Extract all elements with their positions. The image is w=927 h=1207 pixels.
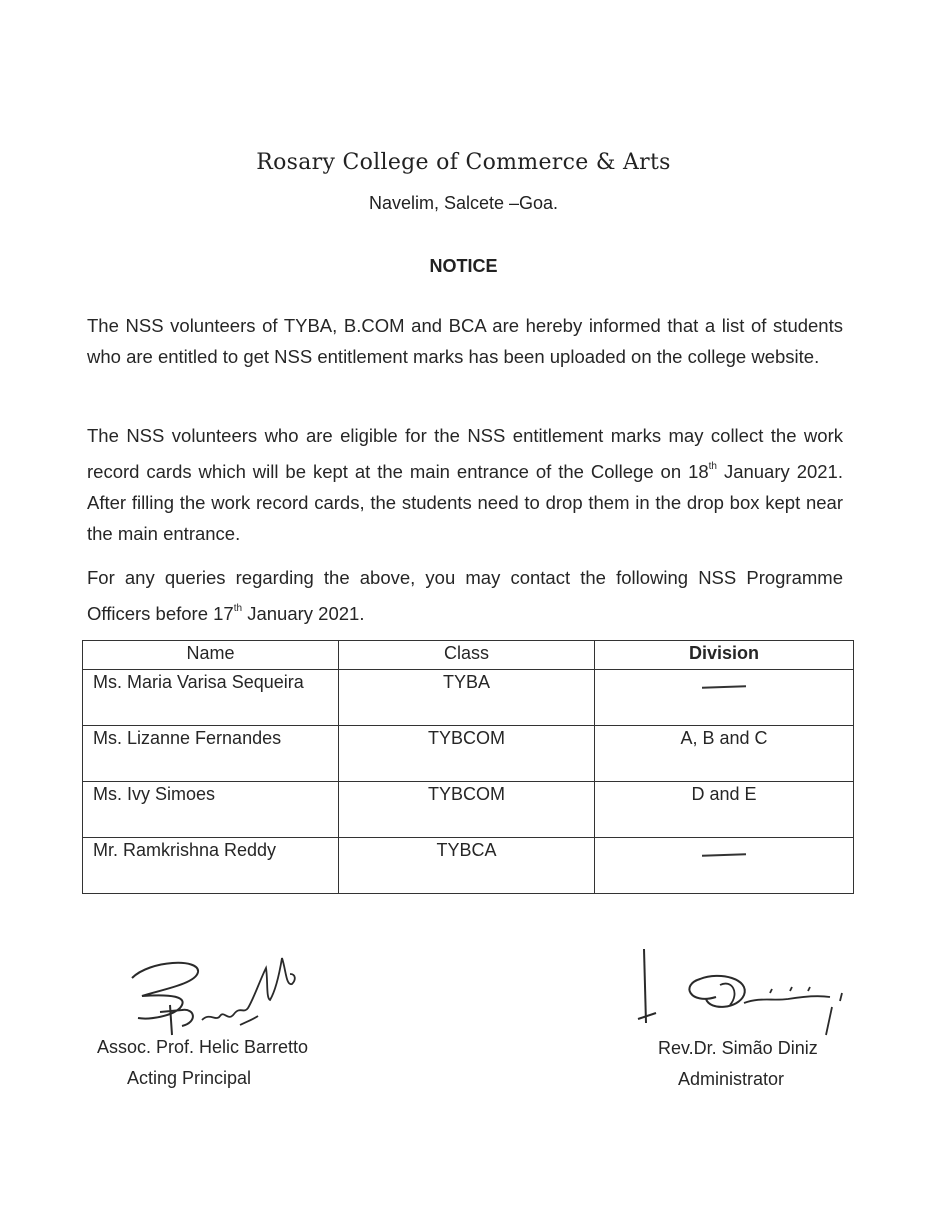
administrator-name: Rev.Dr. Simão Diniz <box>658 1038 818 1058</box>
table-header-row <box>83 641 854 670</box>
principal-signature <box>120 950 310 1040</box>
notice-paragraph-1: The NSS volunteers of TYBA, B.COM and BCA are hereby informed that a list of students who are entitled to get NSS entitlement marks has been uploaded on the college website. <box>87 315 843 367</box>
notice-paragraph-2 <box>87 420 843 549</box>
officer-class: TYBCOM <box>339 726 595 782</box>
principal-role: Acting Principal <box>127 1068 252 1088</box>
college-address: Navelim, Salcete –Goa. <box>368 193 559 213</box>
officer-class: TYBA <box>339 670 595 726</box>
table-row <box>83 670 854 726</box>
officer-class: TYBCOM <box>339 782 595 838</box>
officer-name: Mr. Ramkrishna Reddy <box>83 838 339 894</box>
paragraph-3-text-end: January 2021. <box>242 603 365 624</box>
header-name: Name <box>83 641 339 670</box>
officer-name: Ms. Ivy Simoes <box>83 782 339 838</box>
notice-title: NOTICE <box>429 256 498 276</box>
officer-name: Ms. Lizanne Fernandes <box>83 726 339 782</box>
officer-division: D and E <box>595 782 854 838</box>
ordinal-suffix: th <box>708 461 717 472</box>
principal-name: Assoc. Prof. Helic Barretto <box>97 1037 309 1057</box>
paragraph-3-text-start: For any queries regarding the above, you may contact the following NSS Programme Officers before 17 <box>87 567 843 624</box>
table-row <box>83 726 854 782</box>
table-row <box>83 838 854 894</box>
header-division: Division <box>595 641 854 670</box>
table-row <box>83 782 854 838</box>
administrator-role: Administrator <box>678 1069 785 1089</box>
programme-officers-table <box>82 640 854 894</box>
college-name: Rosary College of Commerce & Arts <box>256 150 671 175</box>
paragraph-2-text-start: The NSS volunteers who are eligible for the NSS entitlement marks may collect the work record cards which will be kept at the main entrance of the College on 18 <box>87 425 843 482</box>
officer-name: Ms. Maria Varisa Sequeira <box>83 670 339 726</box>
notice-paragraph-3 <box>87 562 843 629</box>
officer-division <box>595 670 854 726</box>
dash-mark <box>702 685 746 689</box>
header-class: Class <box>339 641 595 670</box>
dash-mark <box>702 853 746 857</box>
officer-class: TYBCA <box>339 838 595 894</box>
paragraph-2-text-end: January 2021. After filling the work record cards, the students need to drop them in the drop box kept near the main entrance. <box>87 461 843 544</box>
ordinal-suffix: th <box>233 603 243 614</box>
officer-division: A, B and C <box>595 726 854 782</box>
officer-division <box>595 838 854 894</box>
administrator-signature <box>620 945 850 1040</box>
